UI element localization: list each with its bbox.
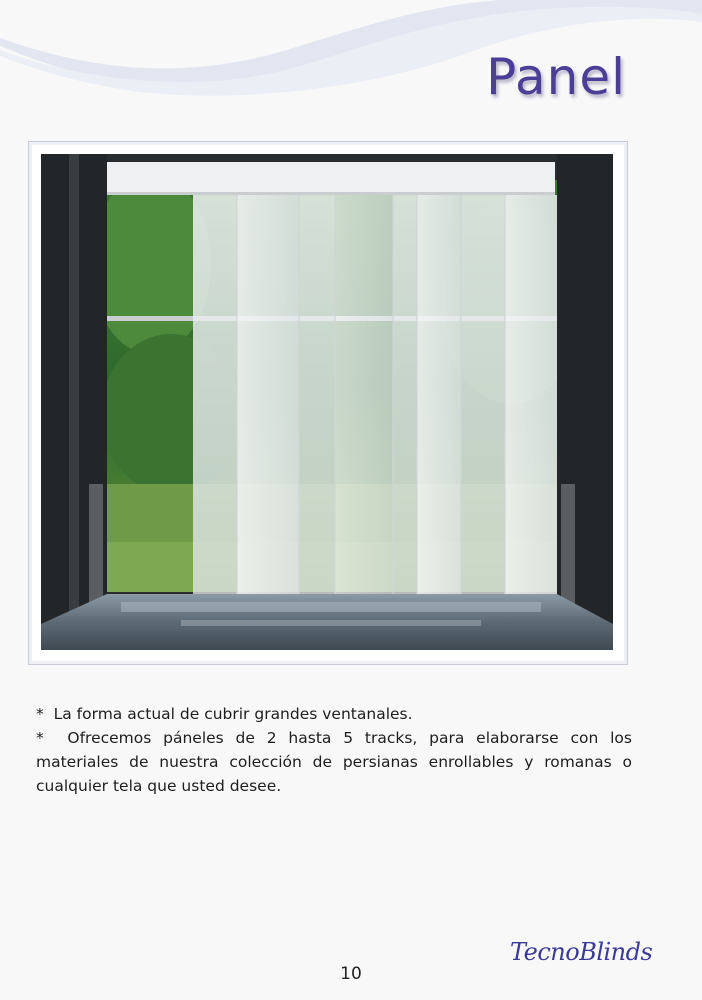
description-text bbox=[36, 702, 632, 798]
panel-curtain-photo bbox=[41, 154, 613, 650]
brand-logo: TecnoBlinds bbox=[510, 938, 653, 966]
bullet-text: Ofrecemos páneles de 2 hasta 5 tracks, para elaborarse con los materiales de nuestra colección de persianas enrollables y romanas o cualquier tela que usted desee. bbox=[36, 729, 632, 795]
bullet-mark: * bbox=[36, 729, 44, 747]
page-number: 10 bbox=[340, 964, 362, 984]
bullet-text: La forma actual de cubrir grandes ventanales. bbox=[53, 705, 413, 723]
bullet-item bbox=[36, 726, 632, 798]
bullet-item bbox=[36, 702, 632, 726]
bullet-mark: * bbox=[36, 705, 44, 723]
photo-frame bbox=[28, 141, 628, 665]
page-title: Panel bbox=[486, 48, 626, 106]
